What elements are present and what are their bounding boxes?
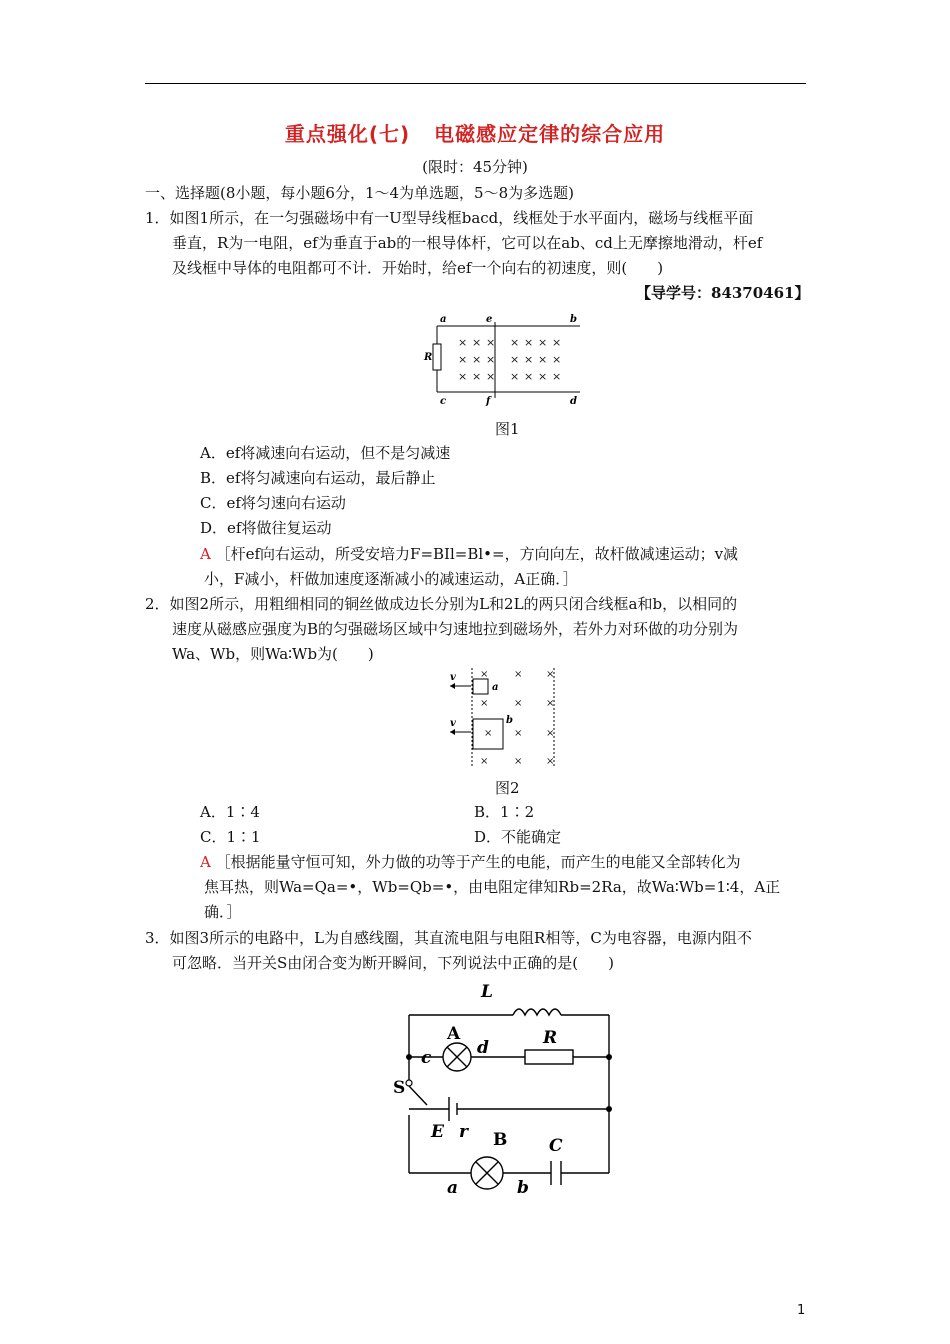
q1-answer-letter: A [200,545,211,563]
field-cross: × [546,728,555,739]
title-right: 电磁感应定律的综合应用 [434,122,666,146]
section-heading: 一、选择题(8小题，每小题6分，1～4为单选题，5～8为多选题) [145,184,574,202]
field-cross: × [552,336,562,349]
q2-line2: 速度从磁感应强度为B的匀强磁场区域中匀速地拉到磁场外，若外力对环做的功分别为 [172,620,739,638]
label-b: b [506,715,513,726]
q1-option-b: B．ef将匀减速向右运动，最后静止 [200,469,436,487]
label-R: R [543,1028,558,1048]
q2-answer-letter: A [200,853,211,871]
label-c: c [440,396,447,407]
field-cross: × [514,756,523,767]
label-A: A [447,1024,461,1044]
q2-answer-text1: ［根据能量守恒可知，外力做的功等于产生的电能，而产生的电能又全部转化为 [215,853,741,871]
field-cross: × [538,370,548,383]
figure-3-circuit [385,975,625,1195]
field-cross: × [546,698,555,709]
field-cross: × [510,370,520,383]
field-cross: × [524,353,534,366]
field-cross: × [524,370,534,383]
title-left: 重点强化(七) [284,122,411,146]
field-cross: × [458,336,468,349]
label-E: E [431,1122,444,1142]
q2-option-b: B．1∶2 [474,803,535,821]
q3-line2: 可忽略．当开关S由闭合变为断开瞬间，下列说法中正确的是( ) [172,954,614,972]
figure-2 [440,664,570,770]
field-cross: × [484,728,493,739]
resistor-R [433,344,441,370]
field-cross: × [458,353,468,366]
label-b: b [517,1178,529,1195]
field-cross: × [472,370,482,383]
field-cross: × [552,370,562,383]
q2-answer-line1 [200,852,741,872]
q2-answer-line3: 确．］ [204,903,242,921]
field-cross: × [486,336,496,349]
field-cross: × [538,336,548,349]
q1-line2: 垂直，R为一电阻，ef为垂直于ab的一根导体杆，它可以在ab、cd上无摩擦地滑动，杆ef [172,234,763,252]
figure-1 [420,310,590,410]
q3-line1: 3．如图3所示的电路中，L为自感线圈，其直流电阻与电阻R相等，C为电容器，电源内阻不 [145,929,752,947]
figure-1-caption: 图1 [495,420,520,438]
field-cross: × [480,756,489,767]
q2-option-d: D．不能确定 [474,828,562,846]
label-B: B [493,1130,508,1150]
page-number: 1 [797,1303,806,1318]
q2-answer-line2: 焦耳热，则Wa=Qa=•，Wb=Qb=•，由电阻定律知Rb=2Ra，故Wa∶Wb=1∶4，A正 [204,878,781,896]
label-a: a [447,1178,459,1195]
figure-2-caption: 图2 [495,779,520,797]
label-S: S [393,1078,406,1098]
field-cross: × [472,353,482,366]
q2-option-a: A．1∶4 [200,803,260,821]
field-cross: × [480,669,489,680]
q1-line3: 及线框中导体的电阻都可不计．开始时，给ef一个向右的初速度，则( ) [172,259,664,277]
label-d: d [477,1038,489,1058]
label-C: C [549,1136,563,1156]
label-R: R [424,352,433,363]
field-cross: × [458,370,468,383]
header-rule [145,83,806,84]
label-a: a [492,682,499,693]
loop-a [473,679,488,694]
label-f: f [486,396,491,407]
field-cross: × [514,728,523,739]
label-L: L [481,982,493,1002]
label-v: v [450,718,456,729]
guide-number: 【导学号：84370461】 [636,284,810,302]
switch-S [409,1086,427,1105]
field-cross: × [486,353,496,366]
q1-option-a: A．ef将减速向右运动，但不是匀减速 [200,444,451,462]
field-cross: × [524,336,534,349]
label-e: e [486,314,493,325]
field-cross: × [538,353,548,366]
label-b: b [570,314,577,325]
q1-answer-text1: ［杆ef向右运动，所受安培力F=BIl=Bl•=，方向向左，故杆做减速运动；v减 [215,545,739,563]
field-cross: × [514,698,523,709]
field-cross: × [546,756,555,767]
label-a: a [440,314,447,325]
q1-line1: 1．如图1所示，在一匀强磁场中有一U型导线框bacd，线框处于水平面内，磁场与线框平面 [145,209,754,227]
q1-option-c: C．ef将匀速向右运动 [200,494,346,512]
label-d: d [570,396,577,407]
field-cross: × [552,353,562,366]
q2-line1: 2．如图2所示，用粗细相同的铜丝做成边长分别为L和2L的两只闭合线框a和b，以相同的 [145,595,738,613]
q1-answer-line2: 小，F减小，杆做加速度逐渐减小的减速运动，A正确．］ [204,570,578,588]
field-cross: × [472,336,482,349]
field-cross: × [510,353,520,366]
label-r: r [459,1122,468,1142]
inductor-L [513,1009,561,1015]
field-cross: × [514,669,523,680]
field-cross: × [480,698,489,709]
label-v: v [450,672,456,683]
q1-answer-line1 [200,544,738,564]
q2-option-c: C．1∶1 [200,828,261,846]
q2-line3: Wa、Wb，则Wa∶Wb为( ) [172,645,374,663]
field-cross: × [510,336,520,349]
page-title [0,118,950,147]
q1-option-d: D．ef将做往复运动 [200,519,332,537]
field-cross: × [546,669,555,680]
resistor-R [525,1050,573,1064]
label-c: c [421,1048,432,1068]
field-cross: × [486,370,496,383]
time-limit: (限时：45分钟) [422,158,528,176]
